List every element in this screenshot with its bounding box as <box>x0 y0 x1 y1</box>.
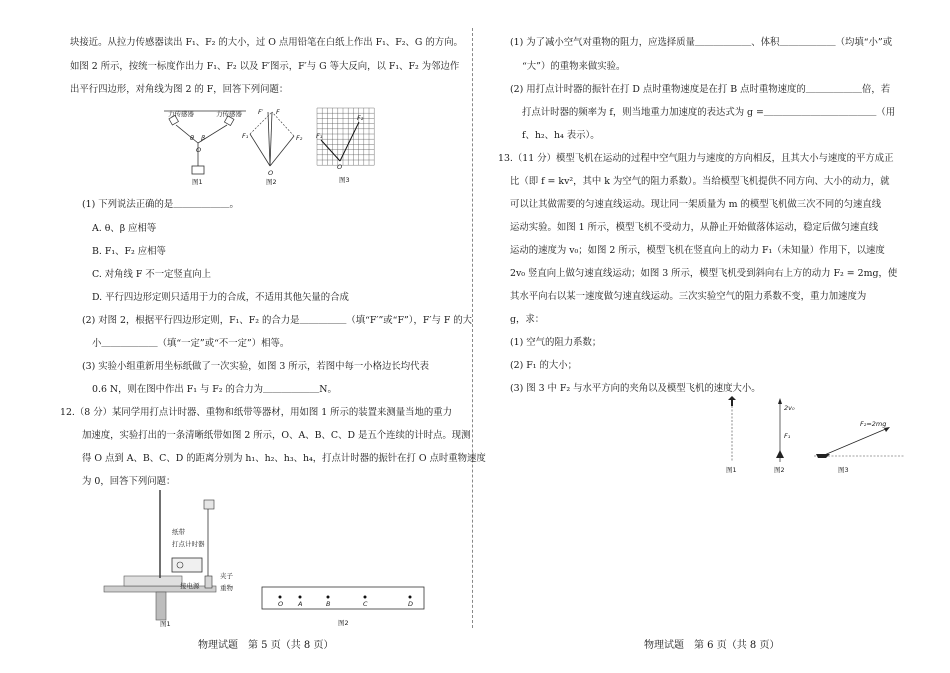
page-6 <box>478 0 950 673</box>
weight-block <box>192 166 204 174</box>
q12-2-line-2: 打点计时器的频率为 f，则当地重力加速度的表达式为 g =＿＿＿＿＿＿＿＿＿＿＿＿（用 <box>522 107 896 118</box>
f-label: F <box>276 108 280 116</box>
f-prime-label: F′ <box>258 108 264 116</box>
q1-option-b: B. F₁、F₂ 应相等 <box>92 246 166 257</box>
fig1-caption: 图1 <box>192 178 203 185</box>
plane-3-f2-label: F₂=2mg <box>860 420 887 428</box>
plane-3-icon <box>816 454 830 458</box>
power-label: 接电源 <box>180 582 200 590</box>
q13-line-5: 运动的速度为 v₀；如图 2 所示，模型飞机在竖直向上的动力 F₁（未知量）作用下，以速度 <box>510 245 885 256</box>
plane-2-icon <box>776 450 784 458</box>
q1-stem: (1) 下列说法正确的是＿＿＿＿＿＿。 <box>82 199 239 210</box>
q13-part-1: (1) 空气的阻力系数； <box>510 337 602 348</box>
grid-lines <box>317 108 374 165</box>
grid-f2-label: F₂ <box>357 114 364 122</box>
q12-2-line-1: (2) 用打点计时器的振针在打 D 点时重物速度是在打 B 点时重物速度的＿＿＿＿＿＿倍，若 <box>510 84 891 95</box>
f2-label: F₂ <box>296 134 303 142</box>
grid-vector-f1 <box>321 140 340 161</box>
weight-shape <box>205 576 212 588</box>
clip-label: 夹子 <box>220 572 233 580</box>
plane-3-f2-arrow <box>822 428 888 456</box>
beta-label: β <box>201 134 206 142</box>
intro-line-2: 如图 2 所示，按统一标度作出力 F₁、F₂ 以及 F′图示，F′与 G 等大反向，以 F₁、F₂ 为邻边作 <box>70 61 460 72</box>
table-leg <box>156 592 166 620</box>
q2-line-1: (2) 对图 2，根据平行四边形定则，F₁、F₂ 的合力是＿＿＿＿＿（填“F′”或“F”），F′与 F 的大 <box>82 315 473 326</box>
timer-box <box>172 558 202 572</box>
plane-1-icon <box>728 396 736 406</box>
q13-line-2: 比（即 f = kv²，其中 k 为空气的阻力系数）。当给模型飞机提供不同方向、大小的动力，就 <box>510 176 890 187</box>
plane-fig3-caption: 图3 <box>838 466 849 474</box>
sensor-left-label: 力传感器 <box>168 110 194 118</box>
intro-line-3: 出平行四边形，对角线为图 2 的 F，回答下列问题： <box>70 84 289 95</box>
theta-label: θ <box>190 134 194 142</box>
tape-point-a <box>299 596 302 599</box>
fig2-caption: 图2 <box>266 178 277 186</box>
tape-point-b <box>327 596 330 599</box>
paper-tape-figure <box>258 585 428 629</box>
tape-label-c: C <box>363 600 368 608</box>
q13-part-3: (3) 图 3 中 F₂ 与水平方向的夹角以及模型飞机的速度大小。 <box>510 383 761 394</box>
q3-line-2: 0.6 N，则在图中作出 F₁ 与 F₂ 的合力为＿＿＿＿＿＿N。 <box>92 384 337 395</box>
footer-page-6: 物理试题 第 6 页（共 8 页） <box>644 640 780 651</box>
timer-label: 打点计时器 <box>172 540 205 548</box>
column-divider <box>472 28 473 628</box>
tape-outline <box>262 587 424 609</box>
plane-figures <box>718 392 908 478</box>
q13-line-8: g，求： <box>510 314 545 325</box>
q13-line-7: 其水平向右以某一速度做匀速直线运动。三次实验空气的阻力系数不变，重力加速度为 <box>510 291 867 302</box>
plane-2-f1-label: F₁ <box>784 432 791 440</box>
q13-line-3: 可以让其做需要的匀速直线运动。现让同一架质量为 m 的模型飞机做三次不同的匀速直线 <box>510 199 882 210</box>
sensor-right-label: 力传感器 <box>216 110 242 118</box>
plane-fig2-caption: 图2 <box>774 466 785 474</box>
tape-caption: 图2 <box>338 619 349 627</box>
grid-point-o-label: O <box>337 163 343 171</box>
stand-base <box>124 576 182 586</box>
q12-line-1: 12.（8 分）某同学用打点计时器、重物和纸带等器材，用如图 1 所示的装置来测量当地的重力 <box>60 407 453 418</box>
intro-line-1: 块接近。从拉力传感器读出 F₁、F₂ 的大小，过 O 点用铅笔在白纸上作出 F₁、F₂、G 的方向。 <box>70 37 463 48</box>
point-o-label: O <box>196 146 202 154</box>
apparatus-figure <box>100 488 250 628</box>
vector-f2 <box>270 136 294 166</box>
vector-f1 <box>250 134 270 166</box>
q12-line-4: 为 0，回答下列问题： <box>82 476 176 487</box>
q13-line-4: 运动实验。如图 1 所示，模型飞机不受动力，从静止开始做落体运动，稳定后做匀速直线 <box>510 222 879 233</box>
plane-2-arrowhead <box>778 398 782 404</box>
fig3-caption: 图3 <box>339 176 350 184</box>
point-o-label-2: O <box>268 169 274 177</box>
q12-line-3: 得 O 点到 A、B、C、D 的距离分别为 h₁、h₂、h₃、h₄，打点计时器的振针在打 O 点时重物速度 <box>82 453 486 464</box>
parallelogram-figure <box>240 104 310 186</box>
f1-label: F₁ <box>242 132 249 140</box>
q3-line-1: (3) 实验小组重新用坐标纸做了一次实验，如图 3 所示，若图中每一小格边长均代表 <box>82 361 429 372</box>
q12-1-line-1: (1) 为了减小空气对重物的阻力，应选择质量＿＿＿＿＿＿、体积＿＿＿＿＿＿（均填“小”或 <box>510 37 893 48</box>
tape-label-b: B <box>326 600 331 608</box>
tape-label: 纸带 <box>172 528 185 536</box>
grid-figure <box>315 106 377 186</box>
q1-option-d: D. 平行四边形定则只适用于力的合成，不适用其他矢量的合成 <box>92 292 349 303</box>
q12-2-line-3: f、h₂、h₄ 表示）。 <box>522 130 600 141</box>
apparatus-caption: 图1 <box>160 620 171 628</box>
q1-option-c: C. 对角线 F 不一定竖直向上 <box>92 269 212 280</box>
tape-label-d: D <box>408 600 414 608</box>
tape-label-a: A <box>298 600 303 608</box>
string-left <box>176 125 198 143</box>
plane-2-v-label: 2v₀ <box>784 404 795 412</box>
tape-point-o <box>279 596 282 599</box>
hand-shape <box>204 500 214 509</box>
plane-fig1-caption: 图1 <box>726 466 737 474</box>
tape-label-o: O <box>278 600 284 608</box>
vector-f-prime <box>268 112 270 166</box>
q12-1-line-2: “大”）的重物来做实验。 <box>522 61 626 72</box>
q2-line-2: 小＿＿＿＿＿＿（填“一定”或“不一定”）相等。 <box>92 338 290 349</box>
weight-label: 重物 <box>220 584 233 592</box>
tape-point-d <box>409 596 412 599</box>
q13-line-6: 2v₀ 竖直向上做匀速直线运动；如图 3 所示，模型飞机受到斜向右上方的动力 F₂ = 2mg，使 <box>510 268 898 279</box>
grid-f1-label: F₁ <box>316 132 323 140</box>
q12-line-2: 加速度，实验打出的一条清晰纸带如图 2 所示，O、A、B、C、D 是五个连续的计时点。现测 <box>82 430 471 441</box>
q13-part-2: (2) F₁ 的大小； <box>510 360 578 371</box>
q1-option-a: A. θ、β 应相等 <box>92 223 157 234</box>
vector-f <box>270 112 272 166</box>
q13-line-1: 13.（11 分）模型飞机在运动的过程中空气阻力与速度的方向相反，且其大小与速度的平方成正 <box>498 153 894 164</box>
footer-page-5: 物理试题 第 5 页（共 8 页） <box>198 640 334 651</box>
force-sensor-figure <box>160 103 250 185</box>
tape-point-c <box>364 596 367 599</box>
